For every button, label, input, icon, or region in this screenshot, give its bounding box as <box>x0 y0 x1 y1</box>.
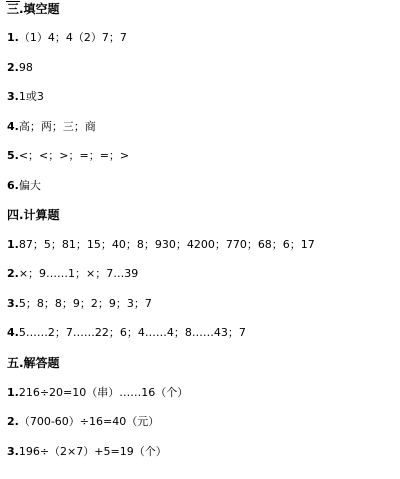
answer-number: 3. <box>7 297 19 310</box>
answer-text: 1或3 <box>18 90 44 103</box>
answer-text: 5；8；8；9；2；9；3；7 <box>18 297 152 310</box>
answer-text: 216÷20=10（串）……16（个） <box>18 386 189 399</box>
answer-number: 4. <box>7 326 19 339</box>
answer-text: 高；两；三；商 <box>18 120 96 133</box>
section-heading-fill-blanks: 三.填空题 <box>7 2 60 16</box>
answer-text: 98 <box>18 61 33 74</box>
answer-line <box>7 297 152 311</box>
section-heading-word-problems: 五.解答题 <box>7 356 60 370</box>
answer-number: 6. <box>7 179 19 192</box>
answer-line <box>7 267 138 281</box>
answer-number: 2. <box>7 61 19 74</box>
section-heading-calculation: 四.计算题 <box>7 208 60 222</box>
answer-text: ×；9……1；×；7…39 <box>18 267 139 280</box>
answer-text: 偏大 <box>18 179 41 192</box>
answer-text: （700-60）÷16=40（元） <box>18 415 160 428</box>
answer-number: 1. <box>7 238 19 251</box>
answer-text: <；<；>；=；=；> <box>18 149 130 162</box>
answer-text: 87；5；81；15；40；8；930；4200；770；68；6；17 <box>18 238 315 251</box>
answer-number: 5. <box>7 149 19 162</box>
answer-number: 2. <box>7 267 19 280</box>
answer-line <box>7 326 246 340</box>
answer-line <box>7 149 129 163</box>
answer-line <box>7 120 96 134</box>
answer-number: 3. <box>7 445 19 458</box>
answer-line <box>7 238 315 252</box>
answer-text: （1）4；4（2）7；7 <box>18 31 127 44</box>
answer-text: 196÷（2×7）+5=19（个） <box>18 445 167 458</box>
answer-line <box>7 90 44 104</box>
answer-line <box>7 445 167 459</box>
answer-text: 5……2；7……22；6；4……4；8……43；7 <box>18 326 246 339</box>
answer-line <box>7 415 159 429</box>
answer-number: 2. <box>7 415 19 428</box>
answer-line <box>7 386 188 400</box>
answer-number: 1. <box>7 386 19 399</box>
answer-line <box>7 31 127 45</box>
answer-number: 4. <box>7 120 19 133</box>
answer-line <box>7 179 41 193</box>
answer-number: 3. <box>7 90 19 103</box>
answer-number: 1. <box>7 31 19 44</box>
answer-line <box>7 61 33 75</box>
